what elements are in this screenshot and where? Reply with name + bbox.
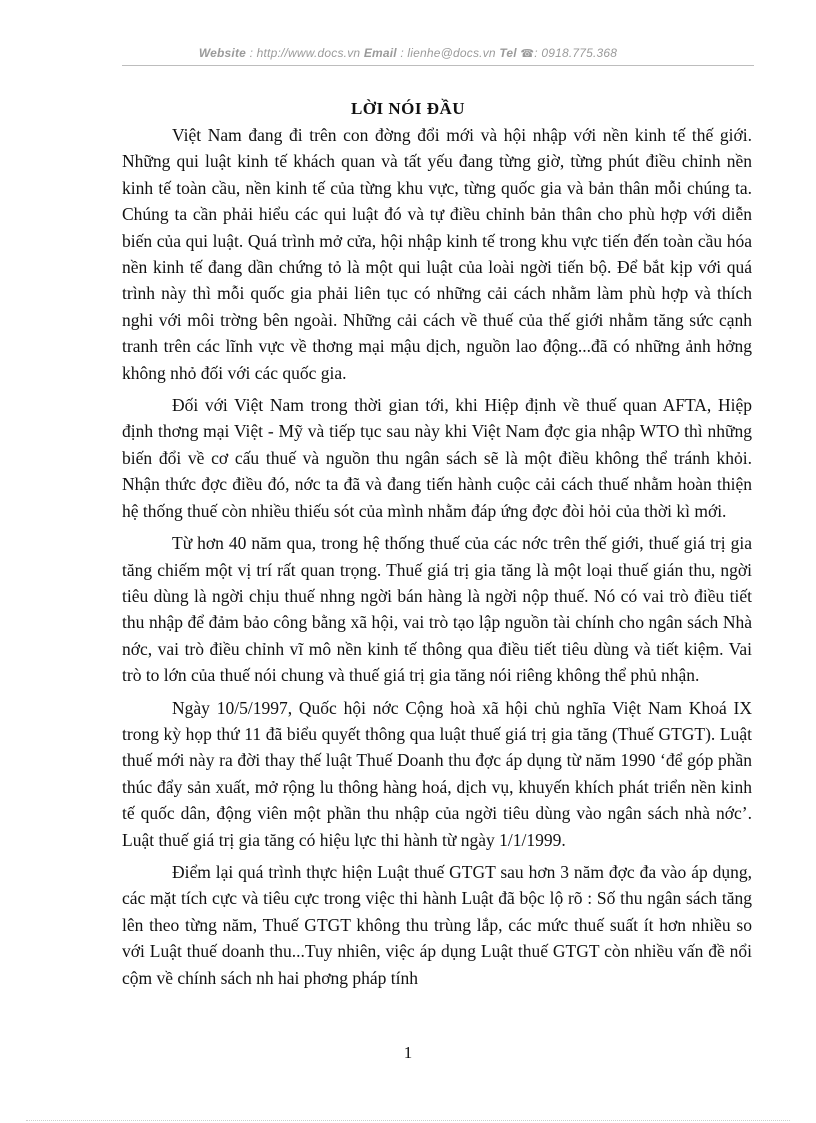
document-body: [122, 122, 752, 991]
header-divider: [122, 65, 754, 66]
footer-divider: [26, 1120, 790, 1121]
paragraph-3: Từ hơn 40 năm qua, trong hệ thống thuế của các nớc trên thế giới, thuế giá trị gia tăng chiếm một vị trí rất quan trọng. Thuế giá trị gia tăng là một loại thuế gián thu, ngời tiêu dùng là ngời chịu thuế nhng ngời bán hàng là ngời nộp thuế. Nó có vai trò điều tiết thu nhập để đảm bảo công bằng xã hội, vai trò tạo lập nguồn tài chính cho ngân sách Nhà nớc, vai trò điều chỉnh vĩ mô nền kinh tế thông qua điều tiết tiêu dùng và tiết kiệm. Vai trò to lớn của thuế nói chung và thuế giá trị gia tăng nói riêng không thể phủ nhận.: [122, 533, 752, 686]
paragraph-5: Điểm lại quá trình thực hiện Luật thuế GTGT sau hơn 3 năm đợc đa vào áp dụng, các mặt tích cực và tiêu cực trong việc thi hành Luật đã bộc lộ rõ : Số thu ngân sách tăng lên theo từng năm, Thuế GTGT không thu trùng lắp, các mức thuế suất ít hơn nhiều so với Luật thuế doanh thu...Tuy nhiên, việc áp dụng Luật thuế GTGT còn nhiều vấn đề nổi cộm về chính sách nh hai phơng pháp tính: [122, 861, 752, 988]
website-label: Website: [198, 46, 247, 60]
email-value: : lienhe@docs.vn: [396, 46, 500, 60]
page-header: [0, 46, 816, 60]
page-number: 1: [403, 1043, 413, 1062]
paragraph-1: Việt Nam đang đi trên con đờng đổi mới và hội nhập với nền kinh tế thế giới. Những qui luật kinh tế khách quan và tất yếu đang từng giờ, từng phút điều chỉnh nền kinh tế toàn cầu, nền kinh tế của từng khu vực, từng quốc gia và bản thân mỗi chúng ta. Chúng ta cần phải hiểu các qui luật đó và tự điều chỉnh bản thân cho phù hợp với diễn biến của qui luật. Quá trình mở cửa, hội nhập kinh tế trong khu vực tiến đến toàn cầu hóa nền kinh tế đang dần chứng tỏ là một qui luật của loài ngời tiến bộ. Để bắt kịp với quá trình này thì mỗi quốc gia phải liên tục có những cải cách nhằm làm phù hợp và thích nghi với môi trờng bên ngoài. Những cải cách về thuế của thế giới nhằm tăng sức cạnh tranh trên các lĩnh vực về thơng mại mậu dịch, nguồn lao động...đã có những ảnh hởng không nhỏ đối với các quốc gia.: [122, 125, 752, 383]
page-title: LỜI NÓI ĐẦU: [350, 99, 466, 118]
website-value: : http://www.docs.vn: [246, 46, 364, 60]
tel-value: : 0918.775.368: [534, 46, 618, 60]
paragraph-2: Đối với Việt Nam trong thời gian tới, khi Hiệp định về thuế quan AFTA, Hiệp định thơng mại Việt - Mỹ và tiếp tục sau này khi Việt Nam đợc gia nhập WTO thì những biến đổi về cơ cấu thuế và nguồn thu ngân sách sẽ là một điều không thể tránh khỏi. Nhận thức đợc điều đó, nớc ta đã và đang tiến hành cuộc cải cách thuế nhằm hoàn thiện hệ thống thuế còn nhiều thiếu sót của mình nhằm đáp ứng đợc đòi hỏi của thời kì mới.: [122, 395, 752, 521]
paragraph-4: Ngày 10/5/1997, Quốc hội nớc Cộng hoà xã hội chủ nghĩa Việt Nam Khoá IX trong kỳ họp thứ 11 đã biểu quyết thông qua luật thuế giá trị gia tăng (Thuế GTGT). Luật thuế mới này ra đời thay thế luật Thuế Doanh thu đợc áp dụng từ năm 1990 ‘để góp phần thúc đẩy sản xuất, mở rộng lu thông hàng hoá, dịch vụ, khuyến khích phát triển nền kinh tế quốc dân, động viên một phần thu nhập của ngời tiêu dùng vào ngân sách nhà nớc’. Luật thuế giá trị gia tăng có hiệu lực thi hành từ ngày 1/1/1999.: [122, 697, 752, 850]
email-label: Email: [363, 46, 397, 60]
phone-icon: ☎: [520, 48, 535, 60]
tel-label: Tel: [499, 46, 517, 60]
